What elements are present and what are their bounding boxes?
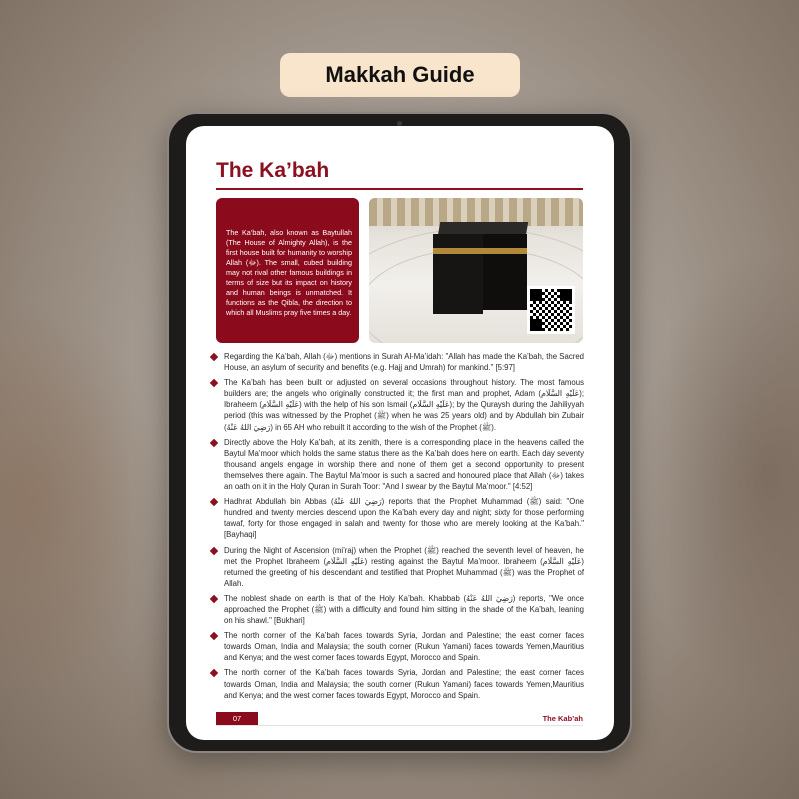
diamond-bullet-icon	[210, 438, 218, 446]
diamond-bullet-icon	[210, 379, 218, 387]
list-item-text: The Ka’bah has been built or adjusted on several occasions throughout history. The most famous builders are; the angels who originally constructed it; the first man and prophet, Adam (عَلَيْهِ السَّلَام); Ibraheem (عَلَيْهِ السَّلَام) with the help of his son Ismail (عَلَيْهِ السَّلَام); by the Quraysh during the Jahiliyyah period (this was witnessed by the Prophet (ﷺ) when he was 25 years old) and by Abdullah bin Zubair (رَضِيَ اللهُ عَنْهُ) in 65 AH who rebuilt it according to the wish of the Prophet (ﷺ).	[224, 378, 584, 432]
background-blur	[639, 250, 799, 700]
list-item-text: During the Night of Ascension (mi’raj) when the Prophet (ﷺ) reached the seventh level of heaven, he met the Prophet Ibraheem (عَلَيْهِ السَّلَام) resting against the Baytul Ma’moor. Ibraheem (عَلَيْهِ السَّلَام) returned the greeting of his descendant and testified that Prophet Muhammad (ﷺ) was the Prophet of Allah.	[224, 545, 585, 588]
kaabah-image	[433, 222, 527, 314]
list-item	[210, 667, 584, 700]
qr-code[interactable]	[527, 286, 575, 334]
diamond-bullet-icon	[210, 546, 218, 554]
list-item	[210, 377, 584, 432]
list-item	[210, 351, 584, 373]
intro-box: The Ka’bah, also known as Baytullah (The House of Almighty Allah), is the first house built for humanity to worship Allah (ﷻ). The small, cubed building may not rival other famous buildings in terms of size but its impact on history and human beings is unmatched. It functions as the Qibla, the direction to which all Muslims pray five times a day.	[216, 198, 359, 343]
list-item-text: The north corner of the Ka’bah faces towards Syria, Jordan and Palestine; the east corner faces towards Oman, India and Malaysia; the south corner (Rukun Yamani) faces towards Yemen,Mauritius and Kenya; and the west corner faces towards Egypt, Morocco and Spain.	[224, 631, 584, 663]
page-footer	[216, 712, 583, 726]
title-divider	[216, 188, 583, 190]
diamond-bullet-icon	[210, 353, 218, 361]
list-item	[210, 593, 584, 626]
diamond-bullet-icon	[210, 669, 218, 677]
diamond-bullet-icon	[210, 595, 218, 603]
list-item	[210, 496, 584, 540]
list-item	[210, 630, 584, 663]
list-item-text: The noblest shade on earth is that of the Holy Ka’bah. Khabbab (رَضِيَ اللهُ عَنْهُ) reports, "We once approached the Prophet (ﷺ) with a difficulty and found him sitting in the shade of the Ka’bah, leaning on his shawl." [Bukhari]	[224, 593, 584, 626]
diamond-bullet-icon	[210, 632, 218, 640]
page-title: The Ka’bah	[216, 159, 330, 182]
tablet-screen	[186, 126, 614, 740]
header-title: Makkah Guide	[280, 53, 520, 97]
list-item-text: Hadhrat Abdullah bin Abbas (رَضِيَ اللهُ عَنْهُ) reports that the Prophet Muhammad (ﷺ) said: "One hundred and twenty mercies descend upon the Ka’bah every day and night; sixty for those performing tawaf, forty for those engaged in salah and twenty for those who are merely looking at the Ka’bah." [Bayhaqi]	[224, 497, 584, 540]
list-item-text: Regarding the Ka’bah, Allah (ﷻ) mentions in Surah Al-Ma’idah: "Allah has made the Ka’bah, the Sacred House, an asylum of security and benefits (e.g. Hajj and Umrah) for mankind." [5:97]	[224, 352, 584, 373]
kaabah-photo	[369, 198, 583, 343]
background-blur	[0, 300, 160, 700]
footer-section-title: The Kab’ah	[542, 714, 583, 723]
page-number: 07	[216, 712, 258, 725]
diamond-bullet-icon	[210, 498, 218, 506]
bullet-list	[210, 351, 584, 705]
list-item-text: The north corner of the Ka’bah faces towards Syria, Jordan and Palestine; the east corner faces towards Oman, India and Malaysia; the south corner (Rukun Yamani) faces towards Yemen,Mauritius and Kenya; and the west corner faces towards Egypt, Morocco and Spain.	[224, 668, 584, 700]
list-item	[210, 545, 584, 589]
tablet-device	[167, 112, 632, 753]
list-item-text: Directly above the Holy Ka’bah, at its zenith, there is a corresponding place in the heavens called the Baytul Ma’moor which holds the same status there as the Ka’bah does here on earth. Each day seventy thousand angels engage in worship there and none of them get a second opportunity to present themselves there again. The Baytul Ma’moor is such a sacred and honoured place that Allah (ﷻ) takes an oath on it in the Holy Quran in Surah Toor: "And I swear by the Baytul Ma’moor." [4:52]	[224, 437, 584, 492]
list-item	[210, 437, 584, 492]
